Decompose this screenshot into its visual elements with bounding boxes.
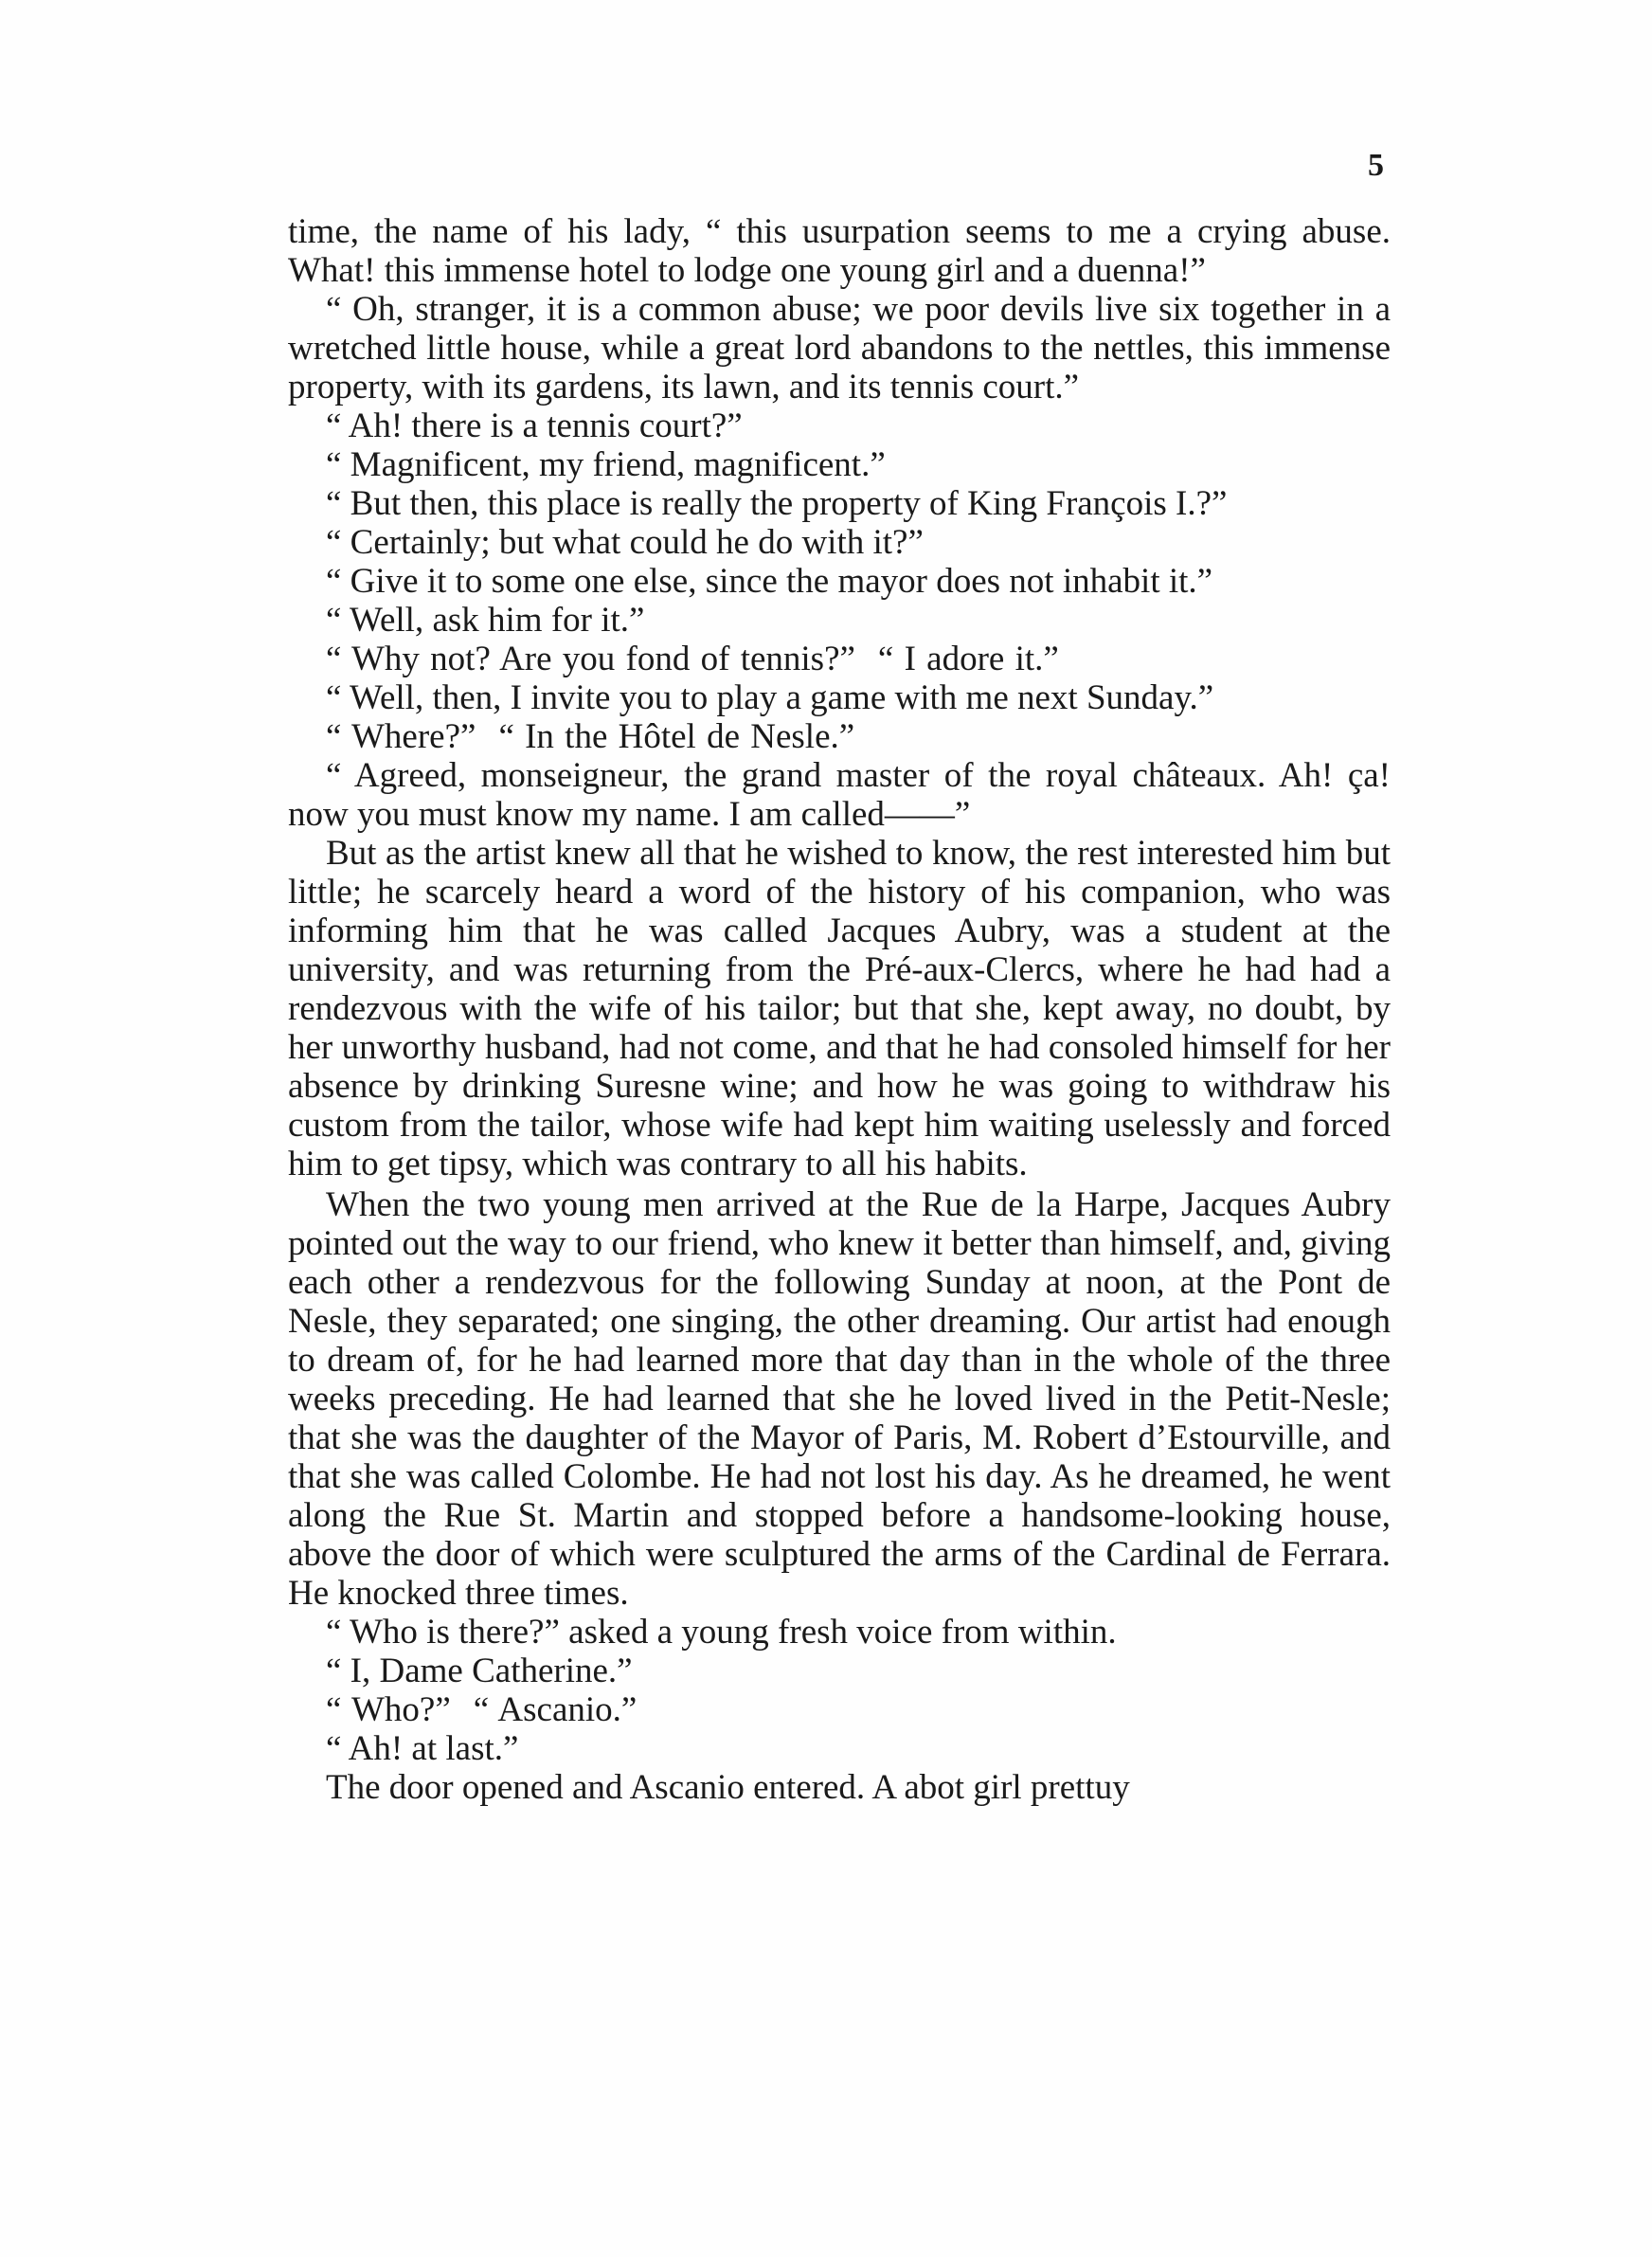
dialogue-line (288, 640, 1391, 678)
dialogue-part: “ Why not? Are you fond of tennis?” (326, 640, 855, 678)
paragraph: The door opened and Ascanio entered. A abot girl prettuy (326, 1768, 1130, 1807)
paragraph: “ But then, this place is really the property of King François I.?” (326, 484, 1228, 523)
paragraph: “ I, Dame Catherine.” (326, 1652, 633, 1690)
paragraph: “ Well, then, I invite you to play a game with me next Sunday.” (326, 678, 1214, 717)
paragraph: “ Who is there?” asked a young fresh voice from within. (326, 1613, 1117, 1652)
dialogue-part: “ Where?” (326, 717, 476, 756)
dialogue-line (288, 1690, 1391, 1729)
paragraph: “ Ah! at last.” (326, 1729, 519, 1768)
paragraph: “ Certainly; but what could he do with it?” (326, 523, 924, 562)
paragraph: “ Give it to some one else, since the mayor does not inhabit it.” (326, 562, 1213, 601)
dialogue-part: “ Who?” (326, 1690, 451, 1729)
page-body-text (288, 212, 1391, 1807)
paragraph: “ Well, ask him for it.” (326, 601, 645, 640)
dialogue-part: “ In the Hôtel de Nesle.” (498, 717, 855, 756)
paragraph: “ Oh, stranger, it is a common abuse; we poor devils live six together in a wretched little house, while a great lord abandons to the nettles, this immense property, with its gardens, its lawn, and its tennis court.” (288, 290, 1391, 406)
paragraph: “ Ah! there is a tennis court?” (326, 406, 743, 445)
paragraph: “ Agreed, monseigneur, the grand master of the royal châteaux. Ah! ça! now you must know my name. I am called——” (288, 756, 1391, 834)
paragraph: But as the artist knew all that he wished to know, the rest interested him but little; he scarcely heard a word of the history of his companion, who was informing him that he was called Jacques Aubry, was a student at the university, and was returning from the Pré-aux-Clercs, where he had had a rendezvous with the wife of his tailor; but that she, kept away, no doubt, by her unworthy husband, had not come, and that he had consoled himself for her absence by drinking Suresne wine; and how he was going to withdraw his custom from the tailor, whose wife had kept him waiting uselessly and forced him to get tipsy, which was contrary to all his habits. (288, 834, 1391, 1183)
dialogue-part: “ Ascanio.” (473, 1690, 637, 1729)
page-number: 5 (1368, 148, 1384, 183)
paragraph: time, the name of his lady, “ this usurpation seems to me a crying abuse. What! this immense hotel to lodge one young girl and a duenna!” (288, 212, 1391, 290)
dialogue-part: “ I adore it.” (877, 640, 1059, 678)
paragraph: “ Magnificent, my friend, magnificent.” (326, 445, 886, 484)
paragraph: When the two young men arrived at the Rue de la Harpe, Jacques Aubry pointed out the way to our friend, who knew it better than himself, and, giving each other a rendezvous for the following Sunday at noon, at the Pont de Nesle, they separated; one singing, the other dreaming. Our artist had enough to dream of, for he had learned more that day than in the whole of the three weeks preceding. He had learned that she he loved lived in the Petit-Nesle; that she was the daughter of the Mayor of Paris, M. Robert d’Estourville, and that she was called Colombe. He had not lost his day. As he dreamed, he went along the Rue St. Martin and stopped before a handsome-looking house, above the door of which were sculptured the arms of the Cardinal de Ferrara. He knocked three times. (288, 1185, 1391, 1613)
dialogue-line (288, 717, 1391, 756)
